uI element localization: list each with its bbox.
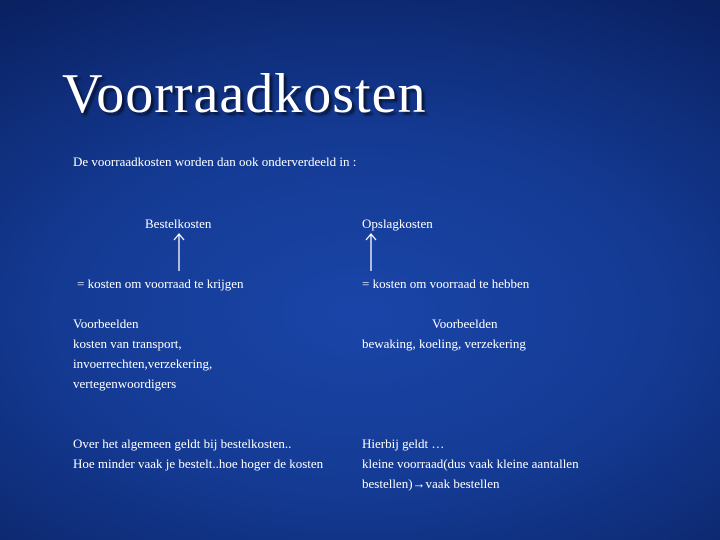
note-line: Hierbij geldt … <box>362 436 445 451</box>
opslagkosten-examples-title: Voorbeelden <box>432 316 498 331</box>
opslagkosten-heading: Opslagkosten <box>362 216 433 231</box>
bestelkosten-definition: = kosten om voorraad te krijgen <box>77 276 244 291</box>
example-line: vertegenwoordigers <box>73 376 177 391</box>
bestelkosten-heading: Bestelkosten <box>145 216 212 231</box>
bestelkosten-examples <box>73 314 212 394</box>
intro-text: De voorraadkosten worden dan ook onderverdeeld in : <box>73 154 357 169</box>
up-arrow-icon <box>171 232 187 272</box>
note-line: bestellen)→vaak bestellen <box>362 476 500 491</box>
note-line: Over het algemeen geldt bij bestelkosten.. <box>73 436 292 451</box>
up-arrow-icon <box>363 232 379 272</box>
examples-title: Voorbeelden <box>73 316 139 331</box>
note-line: Hoe minder vaak je bestelt..hoe hoger de kosten <box>73 456 324 471</box>
opslagkosten-examples: bewaking, koeling, verzekering <box>362 336 526 351</box>
opslagkosten-definition: = kosten om voorraad te hebben <box>362 276 530 291</box>
example-line: kosten van transport, <box>73 336 182 351</box>
opslagkosten-note <box>362 434 579 494</box>
slide-title: Voorraadkosten <box>62 63 427 125</box>
bestelkosten-note <box>73 434 323 474</box>
note-line: kleine voorraad(dus vaak kleine aantallen <box>362 456 579 471</box>
example-line: invoerrechten,verzekering, <box>73 356 213 371</box>
